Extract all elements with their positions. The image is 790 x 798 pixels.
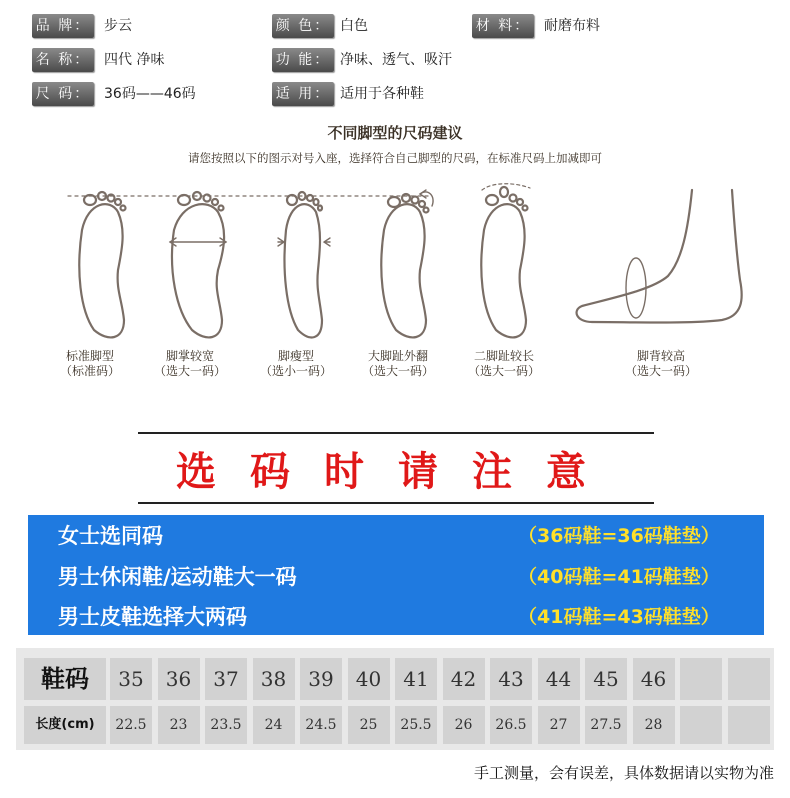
foot-label-long-toe [449,349,559,379]
foot-bunion-icon [381,190,433,337]
length-cell: 26 [443,706,485,744]
foot-name: 大脚趾外翻 [367,349,428,363]
size-cell: 45 [585,658,627,700]
size-cell: 39 [300,658,342,700]
size-cell: 36 [158,658,200,700]
size-cell: 43 [490,658,532,700]
size-cell: 38 [253,658,295,700]
foot-advice: （选大一码） [467,364,540,378]
foot-advice: （选小一码） [259,364,332,378]
name-tag: 名 称： [32,48,94,72]
foot-name: 脚掌较宽 [165,349,214,363]
foot-advice: （选大一码） [624,364,697,378]
brand-value: 步云 [104,18,132,34]
length-cell [728,706,770,744]
foot-label-wide [135,349,245,379]
length-cell: 25 [348,706,390,744]
foot-advice: （选大一码） [153,364,226,378]
size-cell: 37 [205,658,247,700]
foot-advice: （标准码） [59,364,120,378]
length-cell [680,706,722,744]
size-tag: 尺 码： [32,82,94,106]
color-tag: 颜 色： [272,14,334,38]
length-cell: 26.5 [490,706,532,744]
foot-name: 二脚趾较长 [473,349,534,363]
notice-heading: 选码时请注意 [176,449,620,495]
use-tag: 适 用： [272,82,334,106]
notice-top-rule [138,432,654,434]
use-value: 适用于各种鞋 [340,86,424,102]
foot-name: 标准脚型 [65,349,114,363]
size-cell: 41 [395,658,437,700]
length-cell: 27.5 [585,706,627,744]
length-cell: 24.5 [300,706,342,744]
color-value: 白色 [340,18,368,34]
brand-tag: 品 牌： [32,14,94,38]
length-cell: 22.5 [110,706,152,744]
length-cell: 28 [633,706,675,744]
name-value: 四代 净味 [104,52,165,68]
size-table [16,648,774,750]
advice-value-men-leather: （41码鞋=43码鞋垫） [518,606,720,628]
size-value: 36码——46码 [104,86,196,102]
size-header: 鞋码 [24,658,106,700]
size-cell [680,658,722,700]
guide-subtitle: 请您按照以下的图示对号入座，选择符合自己脚型的尺码，在标准尺码上加减即可 [188,151,602,165]
measurement-footnote: 手工测量，会有误差，具体数据请以实物为准 [473,764,774,782]
length-header: 长度(cm) [24,706,106,744]
foot-diagram [0,180,790,340]
advice-label-women: 女士选同码 [58,524,163,548]
length-cell: 25.5 [395,706,437,744]
function-tag: 功 能： [272,48,334,72]
foot-label-standard [35,349,145,379]
foot-label-slim [241,349,351,379]
foot-long-toe-icon [481,184,530,338]
length-cell: 24 [253,706,295,744]
advice-value-men-casual: （40码鞋=41码鞋垫） [518,566,720,588]
size-advice-banner [28,515,764,635]
foot-label-bunion [343,349,453,379]
size-cell [728,658,770,700]
length-cell: 27 [538,706,580,744]
foot-label-high-instep [606,349,716,379]
size-cell: 40 [348,658,390,700]
length-cell: 23 [158,706,200,744]
advice-value-women: （36码鞋=36码鞋垫） [518,525,720,547]
foot-high-instep-icon [577,190,742,323]
size-cell: 44 [538,658,580,700]
foot-wide-icon [170,192,226,337]
length-cell: 23.5 [205,706,247,744]
foot-standard-icon [79,192,125,337]
size-cell: 46 [633,658,675,700]
notice-bottom-rule [138,502,654,504]
foot-slim-icon [278,192,330,337]
material-value: 耐磨布料 [544,18,600,34]
size-cell: 35 [110,658,152,700]
foot-name: 脚背较高 [636,349,685,363]
advice-label-men-casual: 男士休闲鞋/运动鞋大一码 [58,565,297,589]
foot-advice: （选大一码） [361,364,434,378]
function-value: 净味、透气、吸汗 [340,52,452,68]
advice-label-men-leather: 男士皮鞋选择大两码 [58,605,247,629]
guide-title: 不同脚型的尺码建议 [327,124,463,142]
material-tag: 材 料： [472,14,534,38]
size-cell: 42 [443,658,485,700]
foot-name: 脚瘦型 [277,349,314,363]
